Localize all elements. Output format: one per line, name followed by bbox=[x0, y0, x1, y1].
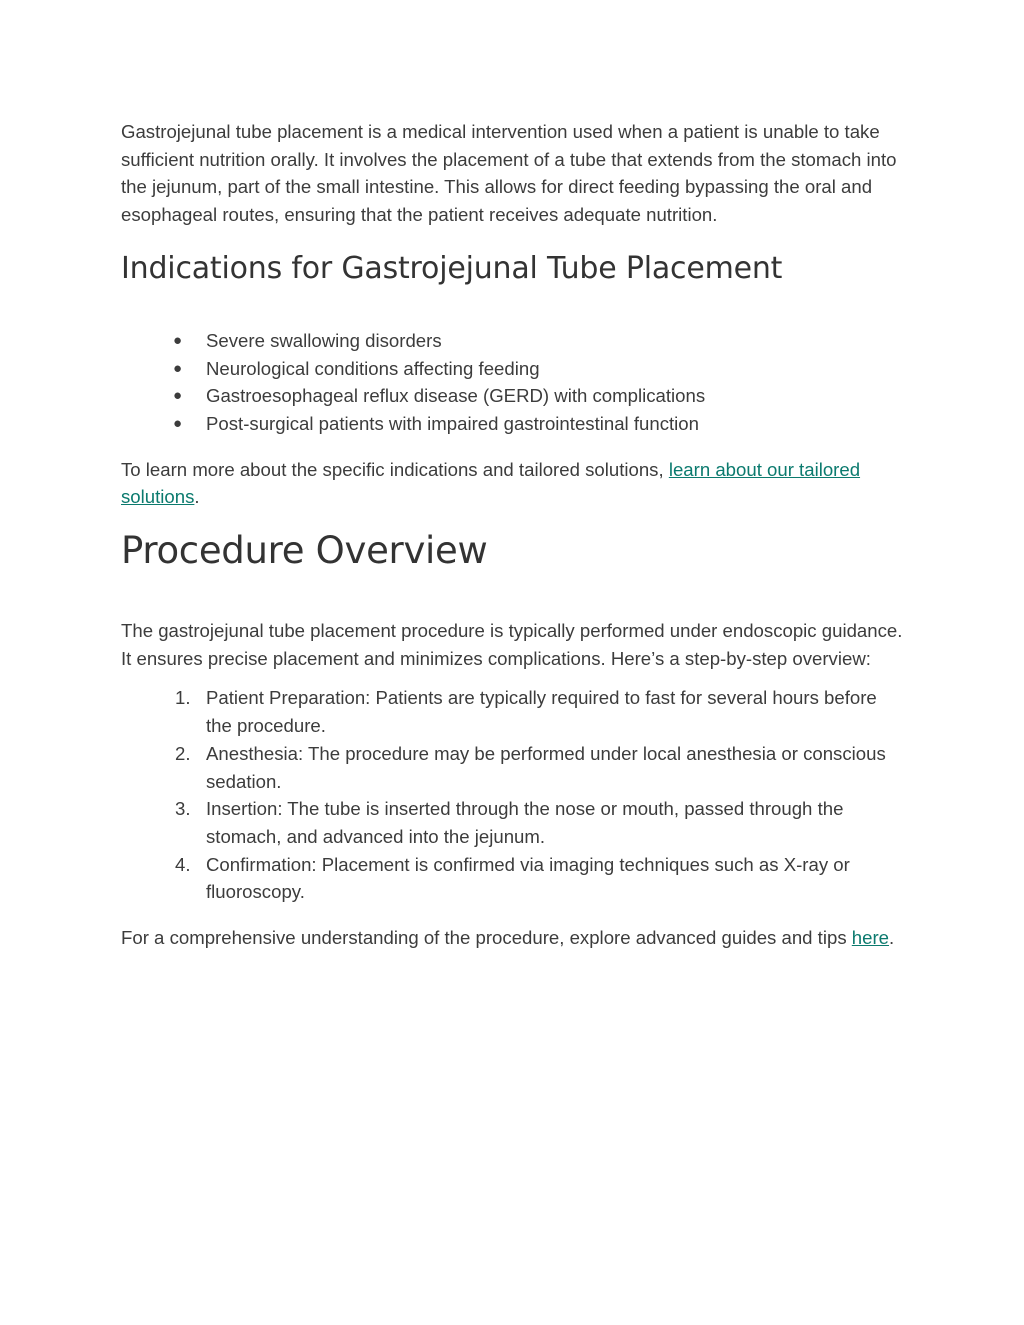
guides-paragraph bbox=[121, 924, 906, 952]
bullet-icon: ● bbox=[173, 359, 183, 377]
learn-more-paragraph bbox=[121, 456, 906, 511]
list-item bbox=[173, 851, 906, 906]
step-number: 4. bbox=[175, 853, 191, 875]
list-item bbox=[173, 327, 906, 355]
learn-more-period: . bbox=[194, 486, 200, 508]
procedure-steps-list bbox=[121, 684, 906, 906]
document-page bbox=[121, 118, 906, 952]
list-item-text: Severe swallowing disorders bbox=[206, 329, 442, 351]
guides-period: . bbox=[889, 927, 895, 949]
list-item bbox=[173, 382, 906, 410]
bullet-icon: ● bbox=[173, 387, 183, 405]
list-item-text: Post-surgical patients with impaired gastrointestinal function bbox=[206, 412, 699, 434]
procedure-heading: Procedure Overview bbox=[121, 529, 488, 573]
learn-more-text: To learn more about the specific indications and tailored solutions, bbox=[121, 458, 669, 480]
step-number: 2. bbox=[175, 742, 191, 764]
procedure-intro-paragraph: The gastrojejunal tube placement procedure is typically performed under endoscopic guidance. It ensures precise placement and minimizes complications. Here’s a step-by-step overview: bbox=[121, 620, 903, 669]
step-text: Anesthesia: The procedure may be performed under local anesthesia or conscious sedation. bbox=[206, 742, 886, 792]
bullet-icon: ● bbox=[173, 414, 183, 432]
step-number: 3. bbox=[175, 798, 191, 820]
step-text: Insertion: The tube is inserted through the nose or mouth, passed through the stomach, and advanced into the jejunum. bbox=[206, 798, 844, 847]
bullet-icon: ● bbox=[173, 331, 183, 349]
intro-paragraph: Gastrojejunal tube placement is a medical intervention used when a patient is unable to take sufficient nutrition orally. It involves the placement of a tube that extends from the stomach into the jejunum, part of the small intestine. This allows for direct feeding bypassing the oral and esophageal routes, ensuring that the patient receives adequate nutrition. bbox=[121, 121, 897, 226]
list-item bbox=[173, 795, 906, 850]
step-text: Patient Preparation: Patients are typically required to fast for several hours before the procedure. bbox=[206, 687, 877, 737]
list-item-text: Gastroesophageal reflux disease (GERD) with complications bbox=[206, 385, 706, 407]
indications-heading: Indications for Gastrojejunal Tube Placement bbox=[121, 250, 783, 286]
list-item bbox=[173, 410, 906, 438]
list-item bbox=[173, 355, 906, 383]
step-text: Confirmation: Placement is confirmed via imaging techniques such as X-ray or fluoroscopy. bbox=[206, 853, 850, 903]
guides-here-link[interactable]: here bbox=[851, 927, 890, 949]
guides-text: For a comprehensive understanding of the procedure, explore advanced guides and tips bbox=[121, 927, 852, 949]
tailored-solutions-link[interactable]: learn about our tailored solutions bbox=[121, 458, 861, 508]
list-item bbox=[173, 684, 906, 739]
step-number: 1. bbox=[175, 687, 191, 709]
indications-list bbox=[121, 327, 906, 438]
list-item bbox=[173, 740, 906, 795]
list-item-text: Neurological conditions affecting feeding bbox=[206, 357, 540, 379]
